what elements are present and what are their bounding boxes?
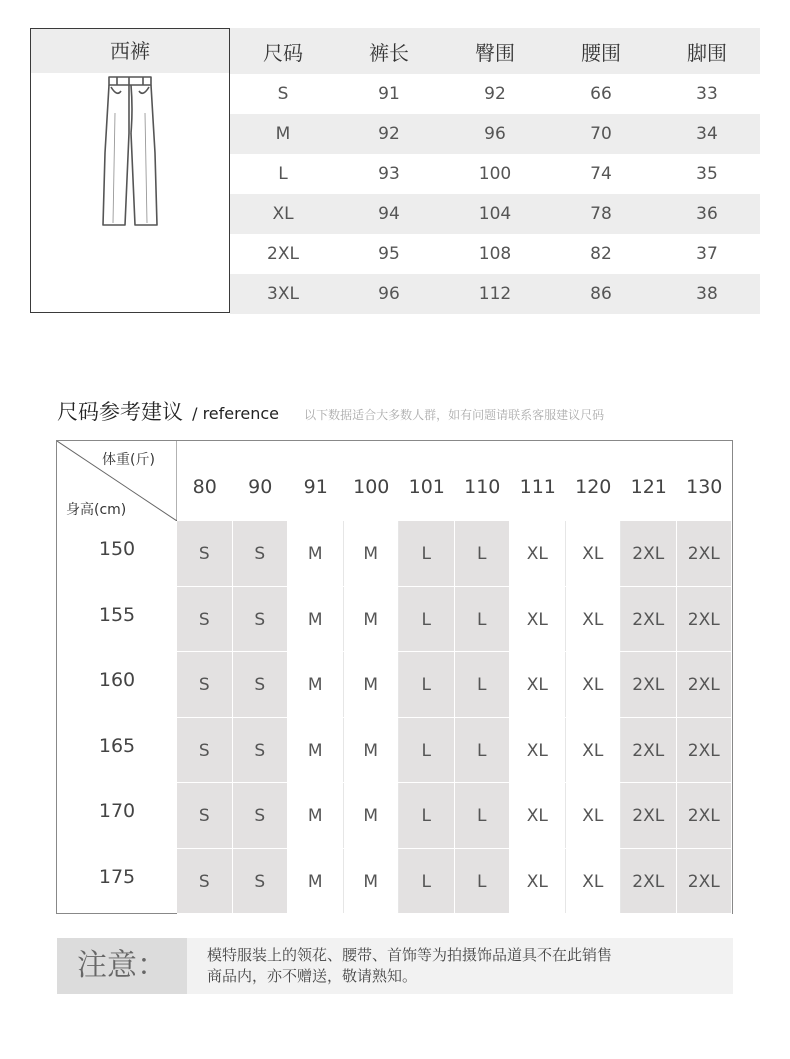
table-row [177, 587, 732, 653]
size-cell: 2XL [621, 652, 677, 717]
table-cell: 37 [696, 244, 718, 264]
size-cell: L [399, 652, 455, 717]
size-cell: L [399, 718, 455, 783]
size-cell: L [399, 521, 455, 586]
weight-value: 100 [353, 476, 390, 498]
column-header: 腰围 [581, 40, 621, 65]
size-cell: 2XL [677, 718, 733, 783]
size-table-header [230, 28, 760, 74]
table-cell: 78 [590, 204, 612, 224]
weight-value: 80 [192, 476, 217, 498]
size-cell: M [344, 521, 400, 586]
size-cell: XL [510, 849, 566, 914]
size-cell: M [288, 849, 344, 914]
table-row [177, 718, 732, 784]
weight-value: 91 [303, 476, 328, 498]
table-cell: XL [272, 204, 294, 224]
height-value: 175 [98, 865, 136, 888]
size-cell: L [399, 587, 455, 652]
weight-value: 101 [408, 476, 445, 498]
size-cell: 2XL [677, 587, 733, 652]
column-header: 尺码 [263, 40, 303, 65]
size-cell: S [177, 849, 233, 914]
notice-label: 注意： [57, 938, 187, 994]
table-cell: 96 [378, 284, 400, 304]
height-value: 160 [98, 669, 136, 691]
size-cell: XL [566, 652, 622, 717]
size-cell: L [455, 652, 511, 717]
size-cell: L [455, 587, 511, 652]
size-cell: S [177, 718, 233, 783]
size-cell: XL [510, 587, 566, 652]
table-row [177, 652, 732, 718]
trousers-sketch-icon [99, 73, 161, 231]
table-cell: S [277, 84, 289, 104]
size-cell: XL [510, 783, 566, 848]
size-cell: S [233, 849, 289, 914]
column-header: 臀围 [475, 40, 515, 65]
size-cell: 2XL [677, 652, 733, 717]
size-cell: 2XL [677, 783, 733, 848]
reference-title-en: / reference [192, 404, 279, 423]
notice-text [207, 945, 707, 987]
reference-note: 以下数据适合大多数人群，如有问题请联系客服建议尺码 [304, 408, 605, 422]
size-cell: XL [566, 783, 622, 848]
table-cell: L [278, 164, 288, 184]
size-cell: M [344, 587, 400, 652]
size-cell: XL [566, 521, 622, 586]
table-cell: 35 [696, 164, 718, 184]
height-column [57, 521, 177, 914]
size-cell: S [233, 587, 289, 652]
size-cell: M [344, 783, 400, 848]
table-cell: 93 [378, 164, 400, 184]
size-cell: S [177, 521, 233, 586]
table-cell: 33 [696, 84, 718, 104]
size-cell: 2XL [677, 521, 733, 586]
weight-value: 111 [519, 476, 556, 498]
table-cell: 34 [696, 124, 718, 144]
weight-value: 121 [630, 476, 667, 498]
table-row [230, 194, 760, 234]
height-label: 身高(cm) [66, 502, 127, 518]
size-cell: L [455, 783, 511, 848]
size-cell: M [288, 652, 344, 717]
size-cell: XL [566, 587, 622, 652]
table-cell: 95 [378, 244, 400, 264]
table-cell: 108 [478, 244, 512, 264]
size-cell: 2XL [621, 521, 677, 586]
size-table [230, 28, 760, 314]
size-cell: XL [510, 521, 566, 586]
size-cell: M [344, 718, 400, 783]
size-cell: S [177, 587, 233, 652]
size-cell: 2XL [621, 587, 677, 652]
table-row [177, 849, 732, 915]
table-cell: 86 [590, 284, 612, 304]
table-row [177, 783, 732, 849]
reference-title-main: 尺码参考建议 [57, 400, 183, 424]
weight-value: 110 [464, 476, 501, 498]
size-cell: L [399, 849, 455, 914]
size-cell: 2XL [621, 849, 677, 914]
table-cell: M [275, 124, 291, 144]
size-cell: S [177, 783, 233, 848]
table-cell: 3XL [267, 284, 299, 304]
size-cell: XL [510, 652, 566, 717]
table-cell: 2XL [267, 244, 299, 264]
weight-header [177, 441, 732, 521]
size-cell: 2XL [677, 849, 733, 914]
size-cell: M [288, 521, 344, 586]
table-cell: 112 [478, 284, 512, 304]
table-cell: 94 [378, 204, 400, 224]
table-cell: 104 [478, 204, 512, 224]
size-grid [177, 521, 732, 914]
notice-line: 商品内，亦不赠送，敬请熟知。 [207, 967, 418, 985]
table-cell: 70 [590, 124, 612, 144]
size-cell: M [344, 652, 400, 717]
table-cell: 74 [590, 164, 612, 184]
size-cell: L [399, 783, 455, 848]
size-cell: S [233, 652, 289, 717]
size-cell: S [233, 521, 289, 586]
size-cell: L [455, 849, 511, 914]
size-cell: L [455, 718, 511, 783]
height-value: 155 [98, 603, 136, 626]
height-value: 150 [98, 538, 136, 560]
notice-box [57, 938, 733, 994]
table-cell: 96 [484, 124, 506, 144]
table-row [230, 154, 760, 194]
height-value: 170 [98, 800, 136, 822]
table-row [230, 114, 760, 154]
size-cell: XL [566, 849, 622, 914]
table-row [177, 521, 732, 587]
table-cell: 82 [590, 244, 612, 264]
table-cell: 38 [696, 284, 718, 304]
table-row [230, 74, 760, 114]
size-cell: S [233, 718, 289, 783]
size-cell: M [288, 587, 344, 652]
table-row [230, 274, 760, 314]
weight-value: 90 [248, 476, 273, 498]
size-cell: L [455, 521, 511, 586]
height-value: 165 [98, 734, 136, 757]
notice-line: 模特服装上的领花、腰带、首饰等为拍摄饰品道具不在此销售 [207, 946, 613, 964]
weight-value: 130 [686, 476, 723, 498]
size-cell: M [344, 849, 400, 914]
table-cell: 66 [590, 84, 612, 104]
column-header: 脚围 [687, 40, 727, 65]
product-card [30, 28, 230, 313]
reference-table [56, 440, 733, 914]
weight-label: 体重(斤) [102, 452, 155, 468]
size-cell: M [288, 783, 344, 848]
size-cell: 2XL [621, 718, 677, 783]
table-cell: 91 [378, 84, 400, 104]
product-name: 西裤 [31, 29, 229, 73]
table-cell: 92 [484, 84, 506, 104]
table-cell: 100 [478, 164, 512, 184]
table-row [230, 234, 760, 274]
reference-title [57, 396, 604, 426]
size-cell: XL [566, 718, 622, 783]
table-cell: 92 [378, 124, 400, 144]
column-header: 裤长 [369, 40, 409, 65]
size-cell: S [233, 783, 289, 848]
size-cell: 2XL [621, 783, 677, 848]
size-cell: S [177, 652, 233, 717]
weight-value: 120 [575, 476, 612, 498]
size-cell: XL [510, 718, 566, 783]
table-cell: 36 [696, 204, 718, 224]
table-corner [57, 441, 177, 521]
size-cell: M [288, 718, 344, 783]
